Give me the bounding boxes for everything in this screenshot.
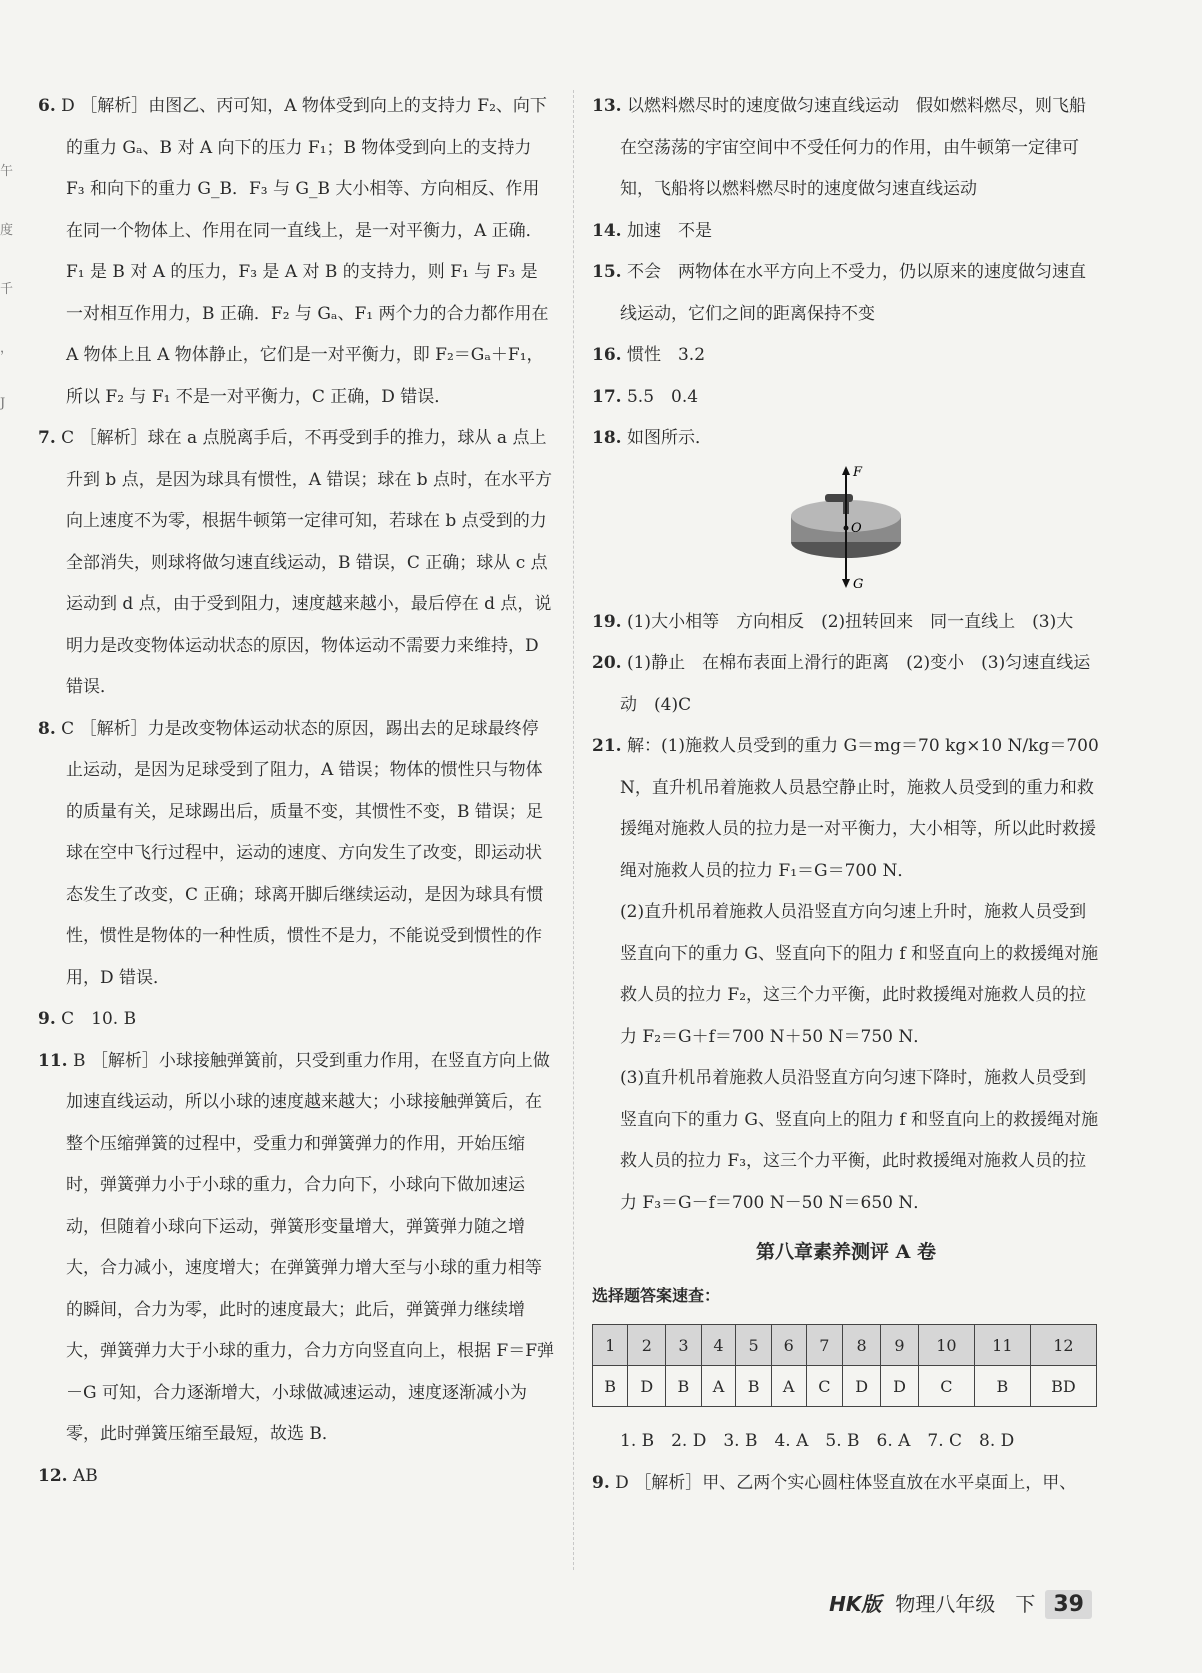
page-number: 39 <box>1045 1590 1092 1619</box>
item-number: 13. <box>592 96 622 116</box>
edge-mark: 午 <box>0 164 14 179</box>
item-text: (3)直升机吊着施救人员沿竖直方向匀速下降时，施救人员受到竖直向下的重力 G、竖直向上的阻力 f 和竖直向上的救援绳对施救人员的拉力 F₃，这三个力平衡，此时救援绳对施救人员的拉力 F₃＝G－f＝700 N－50 N＝650 N． <box>620 1068 1099 1213</box>
answer-item <box>38 418 554 709</box>
subject-label: 物理八年级 下 <box>895 1592 1036 1616</box>
answer-table-number-cell: 8 <box>843 1325 881 1366</box>
answer-table-answer-cell: B <box>736 1366 771 1407</box>
item-text: 以燃料燃尽时的速度做匀速直线运动 假如燃料燃尽，则飞船在空荡荡的宇宙空间中不受任何力的作用，由牛顿第一定律可知，飞船将以燃料燃尽时的速度做匀速直线运动 <box>620 96 1086 199</box>
item-text: 惯性 3.2 <box>626 345 706 365</box>
answer-table-number-cell: 11 <box>974 1325 1030 1366</box>
answer-table-answer-cell: D <box>628 1366 666 1407</box>
answer-table-answer-cell: D <box>843 1366 881 1407</box>
item-number: 18. <box>592 428 622 448</box>
answer-table-number-cell: 7 <box>806 1325 843 1366</box>
answer-table-answer-cell: A <box>771 1366 806 1407</box>
item-text: 5.5 0.4 <box>626 386 699 407</box>
item-number: 21. <box>592 736 622 756</box>
item-text: B ［解析］小球接触弹簧前，只受到重力作用，在竖直方向上做加速直线运动，所以小球的速度越来越大；小球接触弹簧后，在整个压缩弹簧的过程中，受重力和弹簧弹力的作用，开始压缩时，弹簧弹力小于小球的重力，合力向下，小球向下做加速运动，但随着小球向下运动，弹簧形变量增大，弹簧弹力随之增大，合力减小，速度增大；在弹簧弹力增大至与小球的重力相等的瞬间，合力为零，此时的速度最大；此后，弹簧弹力继续增大，弹簧弹力大于小球的重力，合力方向竖直向上，根据 F＝F弹－G 可知，合力逐渐增大，小球做减速运动，速度逐渐减小为零，此时弹簧压缩至最短，故选 B． <box>66 1050 554 1444</box>
curling-stone-force-diagram <box>781 464 911 594</box>
item-text: 不会 两物体在水平方向上不受力，仍以原来的速度做匀速直线运动，它们之间的距离保持不变 <box>620 262 1086 324</box>
answer-item <box>592 1058 1100 1224</box>
column-divider <box>573 90 574 1570</box>
item-text: 如图所示． <box>626 428 712 448</box>
item-text: 解：(1)施救人员受到的重力 G＝mg＝70 kg×10 N/kg＝700 N，直升机吊着施救人员悬空静止时，施救人员受到的重力和救援绳对施救人员的拉力是一对平衡力，大小相等，所以此时救援绳对施救人员的拉力 F₁＝G＝700 N． <box>620 736 1099 881</box>
label-g: G <box>853 576 864 592</box>
answer-table <box>592 1324 1097 1407</box>
item-text: AB <box>72 1465 98 1486</box>
answer-table-number-cell: 6 <box>771 1325 806 1366</box>
item-number: 9. <box>592 1472 610 1493</box>
answer-table-number-cell: 9 <box>881 1325 919 1366</box>
section-title: 第八章素养测评 A 卷 <box>756 1241 936 1263</box>
answer-table-number-cell: 4 <box>701 1325 736 1366</box>
edition-label: HK版 <box>829 1592 882 1616</box>
page-footer <box>829 1588 1092 1617</box>
answer-table-header-row <box>593 1325 1097 1366</box>
item-text: D ［解析］甲、乙两个实心圆柱体竖直放在水平桌面上，甲、 <box>615 1472 1077 1493</box>
answer-item <box>38 709 554 1000</box>
answer-item <box>592 252 1100 335</box>
center-point <box>844 525 849 530</box>
label-f: F <box>853 464 863 480</box>
answer-item <box>592 1421 1100 1463</box>
answer-item <box>38 999 554 1041</box>
left-column <box>38 86 554 1497</box>
answer-item <box>592 1463 1100 1505</box>
answer-table-number-cell: 1 <box>593 1325 628 1366</box>
answer-item <box>38 86 554 418</box>
edge-mark: J <box>0 396 6 411</box>
answer-key-title: 选择题答案速查： <box>592 1286 721 1305</box>
answer-table-answer-cell: BD <box>1030 1366 1096 1407</box>
item-number: 11. <box>38 1050 68 1071</box>
answer-table-answer-cell: C <box>918 1366 974 1407</box>
item-text: (1)大小相等 方向相反 (2)扭转回来 同一直线上 (3)大 <box>626 611 1074 632</box>
answer-item <box>592 211 1100 253</box>
answer-table-answer-cell: C <box>806 1366 843 1407</box>
item-number: 9. <box>38 1009 56 1029</box>
item-number: 15. <box>592 262 622 282</box>
item-text: C ［解析］力是改变物体运动状态的原因，踢出去的足球最终停止运动，是因为足球受到了阻力，A 错误；物体的惯性只与物体的质量有关，足球踢出后，质量不变，其惯性不变，B 错误；足球在空中飞行过程中，运动的速度、方向发生了改变，即运动状态发生了改变，C 正确；球离开脚后继续运动，是因为球具有惯性，惯性是物体的一种性质，惯性不是力，不能说受到惯性的作用，D 错误． <box>61 718 544 988</box>
answer-table-number-cell: 3 <box>666 1325 701 1366</box>
item-text: 加速 不是 <box>626 220 712 241</box>
answer-table-number-cell: 2 <box>628 1325 666 1366</box>
item-number: 7. <box>38 428 56 448</box>
answer-table-answer-row <box>593 1366 1097 1407</box>
answer-item <box>38 1456 554 1498</box>
answer-table-answer-cell: D <box>881 1366 919 1407</box>
label-o: O <box>851 520 862 536</box>
item-text: 1. B 2. D 3. B 4. A 5. B 6. A 7. C 8. D <box>620 1431 1015 1451</box>
answer-table-number-cell: 5 <box>736 1325 771 1366</box>
item-number: 14. <box>592 220 622 241</box>
answer-item <box>592 418 1100 460</box>
item-number: 17. <box>592 386 622 407</box>
item-text: (2)直升机吊着施救人员沿竖直方向匀速上升时，施救人员受到竖直向下的重力 G、竖直向下的阻力 f 和竖直向上的救援绳对施救人员的拉力 F₂，这三个力平衡，此时救援绳对施救人员的拉力 F₂＝G＋f＝700 N＋50 N＝750 N． <box>620 902 1099 1047</box>
edge-mark: 度 <box>0 223 14 238</box>
edge-mark: 千 <box>0 282 14 297</box>
item-text: D ［解析］由图乙、丙可知，A 物体受到向上的支持力 F₂、向下的重力 Gₐ、B 对 A 向下的压力 F₁；B 物体受到向上的支持力 F₃ 和向下的重力 G_B．F₃ 与 G_B 大小相等、方向相反、作用在同一个物体上、作用在同一直线上，是一对平衡力，A 正确．F₁ 是 B 对 A 的压力，F₃ 是 A 对 B 的支持力，则 F₁ 与 F₃ 是一对相互作用力，B 正确．F₂ 与 Gₐ、F₁ 两个力的合力都作用在 A 物体上且 A 物体静止，它们是一对平衡力，即 F₂＝Gₐ＋F₁，所以 F₂ 与 F₁ 不是一对平衡力，C 正确，D 错误． <box>61 96 549 407</box>
item-number: 12. <box>38 1465 68 1486</box>
answer-table-answer-cell: A <box>701 1366 736 1407</box>
answer-table-answer-cell: B <box>593 1366 628 1407</box>
answer-table-number-cell: 12 <box>1030 1325 1096 1366</box>
answer-item <box>592 86 1100 211</box>
answer-table-number-cell: 10 <box>918 1325 974 1366</box>
answer-table-answer-cell: B <box>666 1366 701 1407</box>
item-number: 19. <box>592 611 622 632</box>
page-edge-marks <box>0 160 14 451</box>
answer-item <box>592 892 1100 1058</box>
item-text: C 10. B <box>61 1009 137 1029</box>
answer-item <box>592 335 1100 377</box>
item-number: 20. <box>592 653 622 673</box>
answer-item <box>592 377 1100 419</box>
answer-item <box>592 643 1100 726</box>
answer-item <box>592 602 1100 644</box>
item-number: 16. <box>592 345 622 365</box>
item-number: 8. <box>38 718 56 739</box>
right-column <box>592 86 1100 1504</box>
item-number: 6. <box>38 96 56 116</box>
item-text: (1)静止 在棉布表面上滑行的距离 (2)变小 (3)匀速直线运动 (4)C <box>620 653 1091 715</box>
answer-table-answer-cell: B <box>974 1366 1030 1407</box>
answer-item <box>592 726 1100 892</box>
item-text: C ［解析］球在 a 点脱离手后，不再受到手的推力，球从 a 点上升到 b 点，是因为球具有惯性，A 错误；球在 b 点时，在水平方向上速度不为零，根据牛顿第一定律可知，若球在 b 点受到的力全部消失，则球将做匀速直线运动，B 错误，C 正确；球从 c 点运动到 d 点，由于受到阻力，速度越来越小，最后停在 d 点，说明力是改变物体运动状态的原因，物体运动不需要力来维持，D 错误． <box>61 428 553 697</box>
edge-mark: ， <box>0 341 14 356</box>
answer-item <box>38 1041 554 1456</box>
